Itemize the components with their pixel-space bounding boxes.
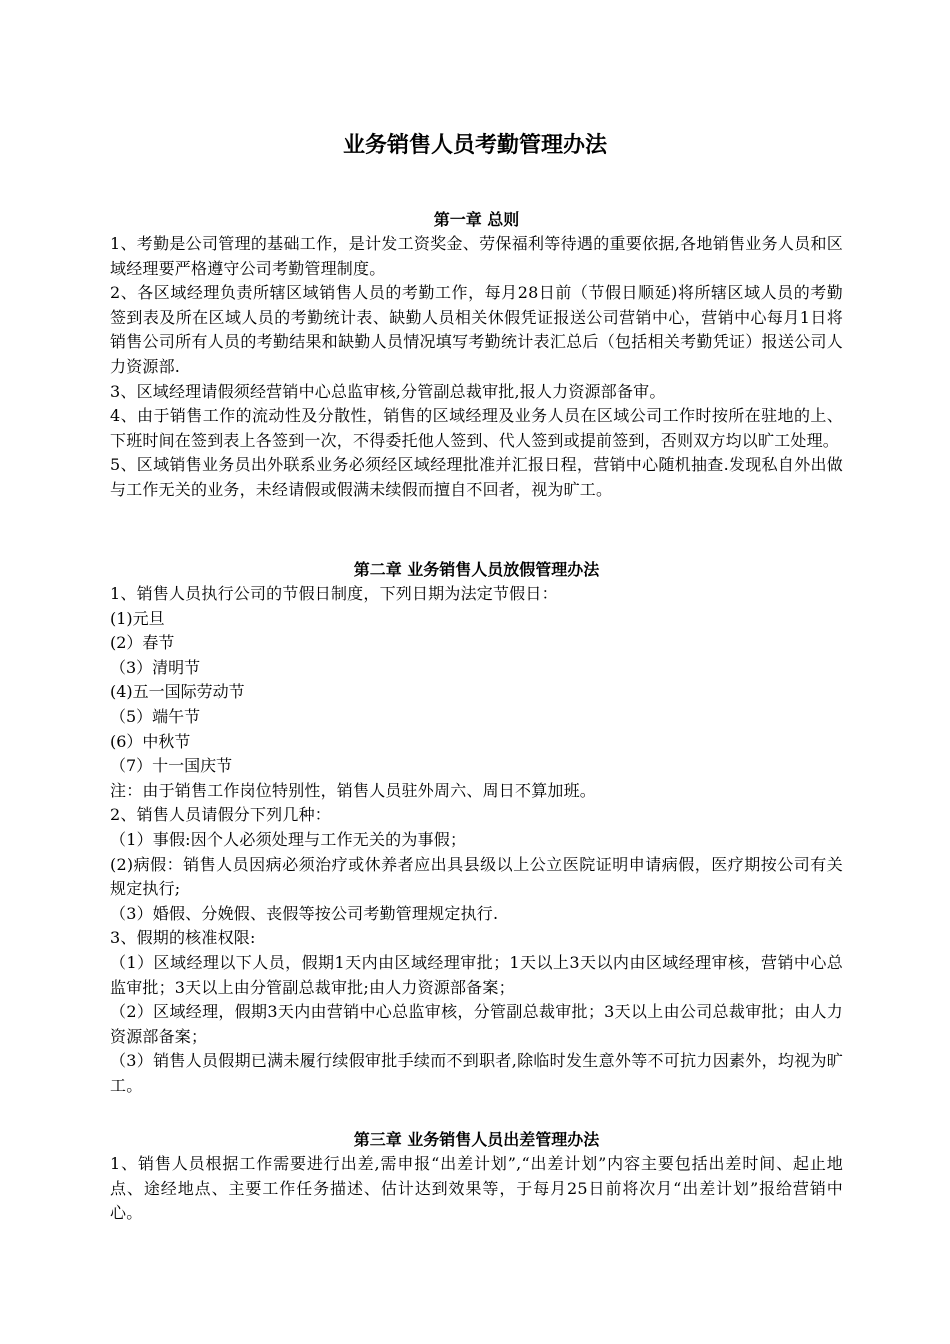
chapter-1-para-3: 3、区域经理请假须经营销中心总监审核,分管副总裁审批,报人力资源部备审。 bbox=[110, 381, 666, 401]
chapter-1-para-5: 5、区域销售业务员出外联系业务必须经区域经理批准并汇报日程，营销中心随机抽查.发现私自外出做与工作无关的业务，未经请假或假满未续假而擅自不回者，视为旷工。 bbox=[110, 455, 843, 499]
holiday-item: （7）十一国庆节 bbox=[110, 756, 233, 776]
chapter-3-para-1: 1、销售人员根据工作需要进行出差,需申报“出差计划”,“出差计划”内容主要包括出差时间、起止地点、途经地点、主要工作任务描述、估计达到效果等，于每月25日前将次月“出差计划”报给营销中心。 bbox=[110, 1154, 843, 1223]
holiday-item: (1)元旦 bbox=[110, 608, 165, 628]
leave-type-item: （3）婚假、分娩假、丧假等按公司考勤管理规定执行. bbox=[110, 903, 499, 923]
chapter-2-note: 注：由于销售工作岗位特别性，销售人员驻外周六、周日不算加班。 bbox=[110, 780, 597, 800]
holiday-item: （3）清明节 bbox=[110, 657, 201, 677]
chapter-1-para-4: 4、由于销售工作的流动性及分散性，销售的区域经理及业务人员在区域公司工作时按所在驻地的上、下班时间在签到表上各签到一次，不得委托他人签到、代人签到或提前签到，否则双方均以旷工处理。 bbox=[110, 406, 843, 450]
approval-item: （3）销售人员假期已满未履行续假审批手续而不到职者,除临时发生意外等不可抗力因素外，均视为旷工。 bbox=[110, 1051, 843, 1095]
holiday-item: （5）端午节 bbox=[110, 706, 201, 726]
chapter-1-para-1: 1、考勤是公司管理的基础工作，是计发工资奖金、劳保福利等待遇的重要依据,各地销售业务人员和区域经理要严格遵守公司考勤管理制度。 bbox=[110, 234, 843, 278]
chapter-1-heading: 第一章 总则 bbox=[433, 210, 520, 229]
leave-type-item: （1）事假:因个人必须处理与工作无关的为事假； bbox=[110, 829, 467, 849]
chapter-1-para-2: 2、各区域经理负责所辖区域销售人员的考勤工作，每月28日前（节假日顺延)将所辖区域人员的考勤签到表及所在区域人员的考勤统计表、缺勤人员相关休假凭证报送公司营销中心，营销中心每月1日将销售公司所有人员的考勤结果和缺勤人员情况填写考勤统计表汇总后（包括相关考勤凭证）报送公司人力资源部. bbox=[110, 283, 843, 376]
holiday-item: (2）春节 bbox=[110, 633, 175, 653]
chapter-2-intro: 1、销售人员执行公司的节假日制度，下列日期为法定节假日： bbox=[110, 584, 558, 603]
approval-item: （2）区域经理，假期3天内由营销中心总监审核，分管副总裁审批；3天以上由公司总裁审批；由人力资源部备案； bbox=[110, 1002, 843, 1046]
holiday-item: (6）中秋节 bbox=[110, 731, 191, 751]
approval-item: （1）区域经理以下人员，假期1天内由区域经理审批；1天以上3天以内由区域经理审核，营销中心总监审批；3天以上由分管副总裁审批;由人力资源部备案； bbox=[110, 952, 843, 997]
holiday-item: (4)五一国际劳动节 bbox=[110, 682, 245, 702]
chapter-2-heading: 第二章 业务销售人员放假管理办法 bbox=[353, 560, 600, 579]
chapter-1 bbox=[110, 208, 843, 503]
document-title: 业务销售人员考勤管理办法 bbox=[342, 133, 607, 158]
chapter-3 bbox=[110, 1128, 843, 1226]
leave-type-item: (2)病假：销售人员因病必须治疗或休养者应出具县级以上公立医院证明申请病假，医疗期按公司有关规定执行; bbox=[110, 854, 843, 899]
chapter-2 bbox=[110, 558, 843, 1098]
chapter-3-heading: 第三章 业务销售人员出差管理办法 bbox=[353, 1130, 600, 1149]
approval-intro: 3、假期的核准权限: bbox=[110, 928, 256, 948]
leave-types-intro: 2、销售人员请假分下列几种： bbox=[110, 805, 331, 825]
